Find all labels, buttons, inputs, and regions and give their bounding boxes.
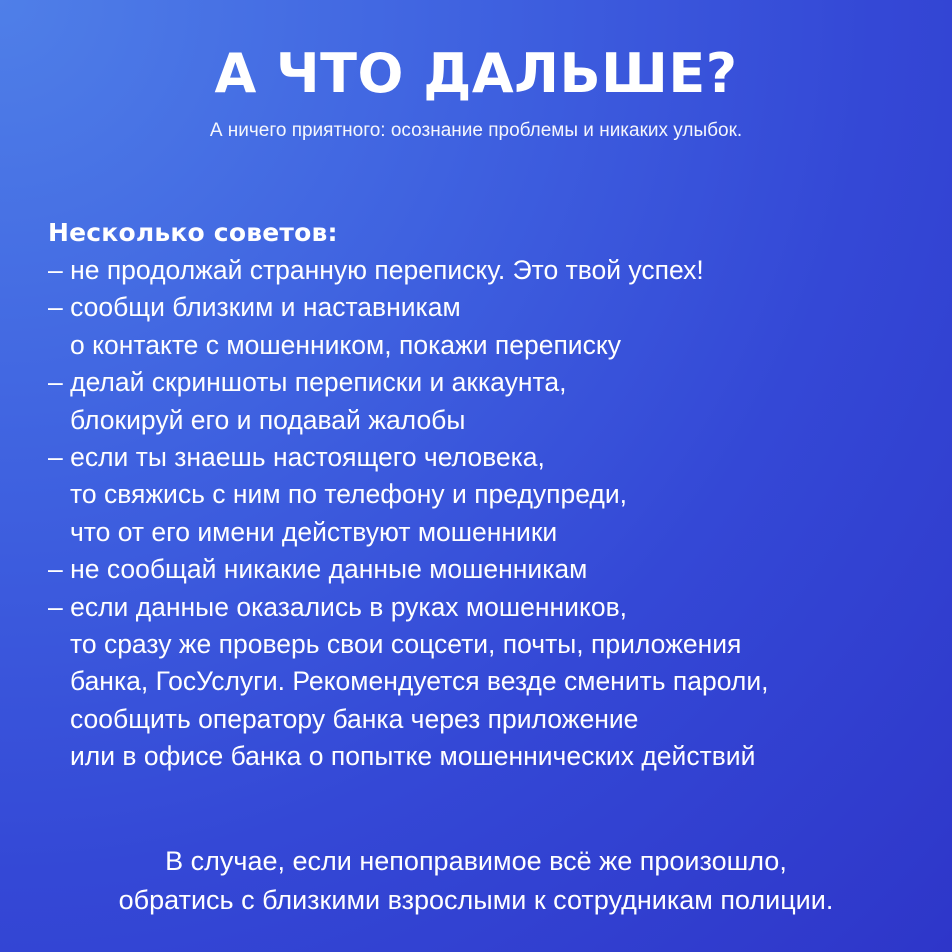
footer-line: обратись с близкими взрослыми к сотрудникам полиции. [118, 885, 834, 915]
footer-note [0, 842, 952, 920]
tip-line: что от его имени действуют мошенники [70, 516, 558, 547]
tip-line: то свяжись с ним по телефону и предупреди, [70, 479, 628, 510]
tips-heading: Несколько советов: [48, 218, 338, 247]
tip-line: – если данные оказались в руках мошенников, [48, 591, 628, 622]
tips-section [48, 214, 928, 776]
tip-line: сообщить оператору банка через приложение [70, 703, 639, 734]
tip-line: – не продолжай странную переписку. Это твой успех! [48, 255, 704, 285]
tip-line: о контакте с мошенником, покажи переписку [70, 329, 621, 360]
tip-line: банка, ГосУслуги. Рекомендуется везде сменить пароли, [70, 666, 769, 697]
footer-line: В случае, если непоправимое всё же произошло, [165, 846, 787, 876]
tip-line: блокируй его и подавай жалобы [70, 404, 466, 435]
page-subtitle: А ничего приятного: осознание проблемы и никаких улыбок. [209, 120, 743, 141]
page-title: А ЧТО ДАЛЬШЕ? [214, 42, 738, 105]
tip-line: – не сообщай никакие данные мошенникам [48, 554, 588, 585]
tip-line: – сообщи близким и наставникам [48, 292, 461, 323]
tip-line: – делай скриншоты переписки и аккаунта, [48, 367, 567, 398]
tip-line: или в офисе банка о попытке мошеннических действий [70, 741, 756, 772]
tip-line: то сразу же проверь свои соцсети, почты, приложения [70, 629, 742, 660]
tip-line: – если ты знаешь настоящего человека, [48, 442, 545, 473]
